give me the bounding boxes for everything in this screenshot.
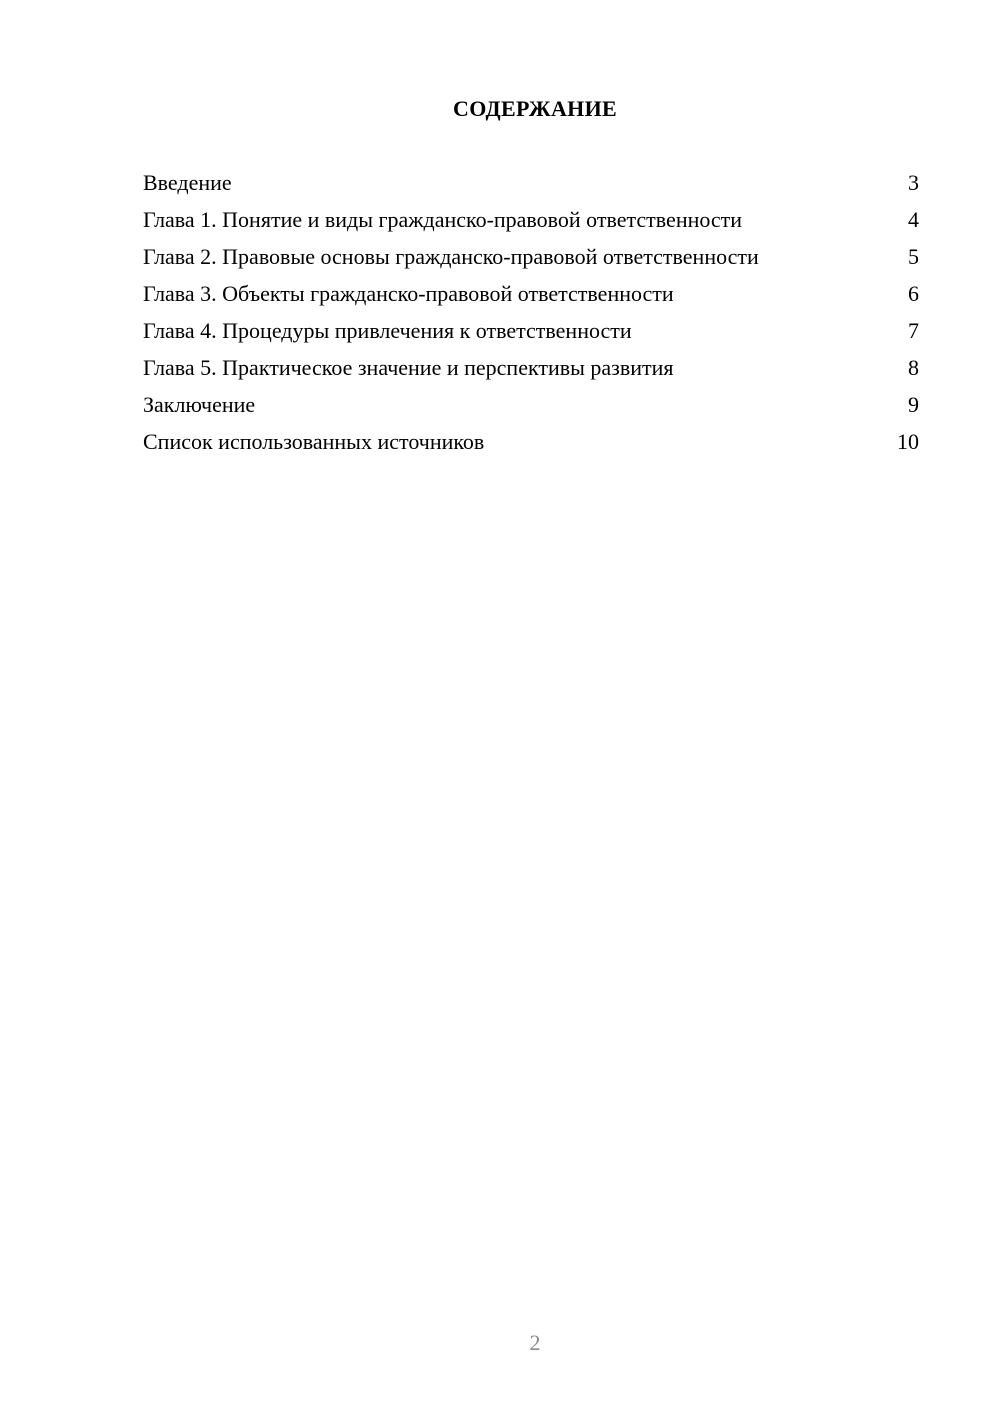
toc-entry-label: Список использованных источников: [143, 429, 485, 454]
toc-entry-references[interactable]: [143, 428, 919, 455]
toc-entry-introduction[interactable]: [143, 169, 919, 196]
toc-entry-chapter-2[interactable]: [143, 243, 919, 270]
toc-entry-page: 5: [908, 244, 919, 269]
toc-entry-page: 8: [908, 355, 919, 380]
toc-entry-label: Глава 2. Правовые основы гражданско-правовой ответственности: [143, 244, 759, 269]
toc-entry-label: Заключение: [143, 392, 256, 417]
toc-entry-page: 7: [908, 318, 919, 343]
toc-entry-chapter-3[interactable]: [143, 280, 919, 307]
toc-entry-page: 4: [908, 207, 919, 232]
toc-entry-page: 6: [908, 281, 919, 306]
toc-entry-label: Глава 1. Понятие и виды гражданско-правовой ответственности: [143, 207, 743, 232]
toc-entry-label: Глава 4. Процедуры привлечения к ответственности: [143, 318, 632, 343]
toc-entry-chapter-1[interactable]: [143, 206, 919, 233]
toc-title: СОДЕРЖАНИЕ: [453, 96, 617, 121]
page-number: 2: [529, 1330, 541, 1355]
table-of-contents: [143, 169, 919, 465]
toc-entry-conclusion[interactable]: [143, 391, 919, 418]
toc-entry-label: Глава 5. Практическое значение и перспективы развития: [143, 355, 674, 380]
toc-entry-label: Введение: [143, 170, 232, 195]
toc-entry-page: 3: [908, 170, 919, 195]
toc-entry-label: Глава 3. Объекты гражданско-правовой ответственности: [143, 281, 674, 306]
toc-entry-chapter-4[interactable]: [143, 317, 919, 344]
toc-entry-page: 9: [908, 392, 919, 417]
toc-entry-chapter-5[interactable]: [143, 354, 919, 381]
toc-entry-page: 10: [897, 429, 919, 454]
